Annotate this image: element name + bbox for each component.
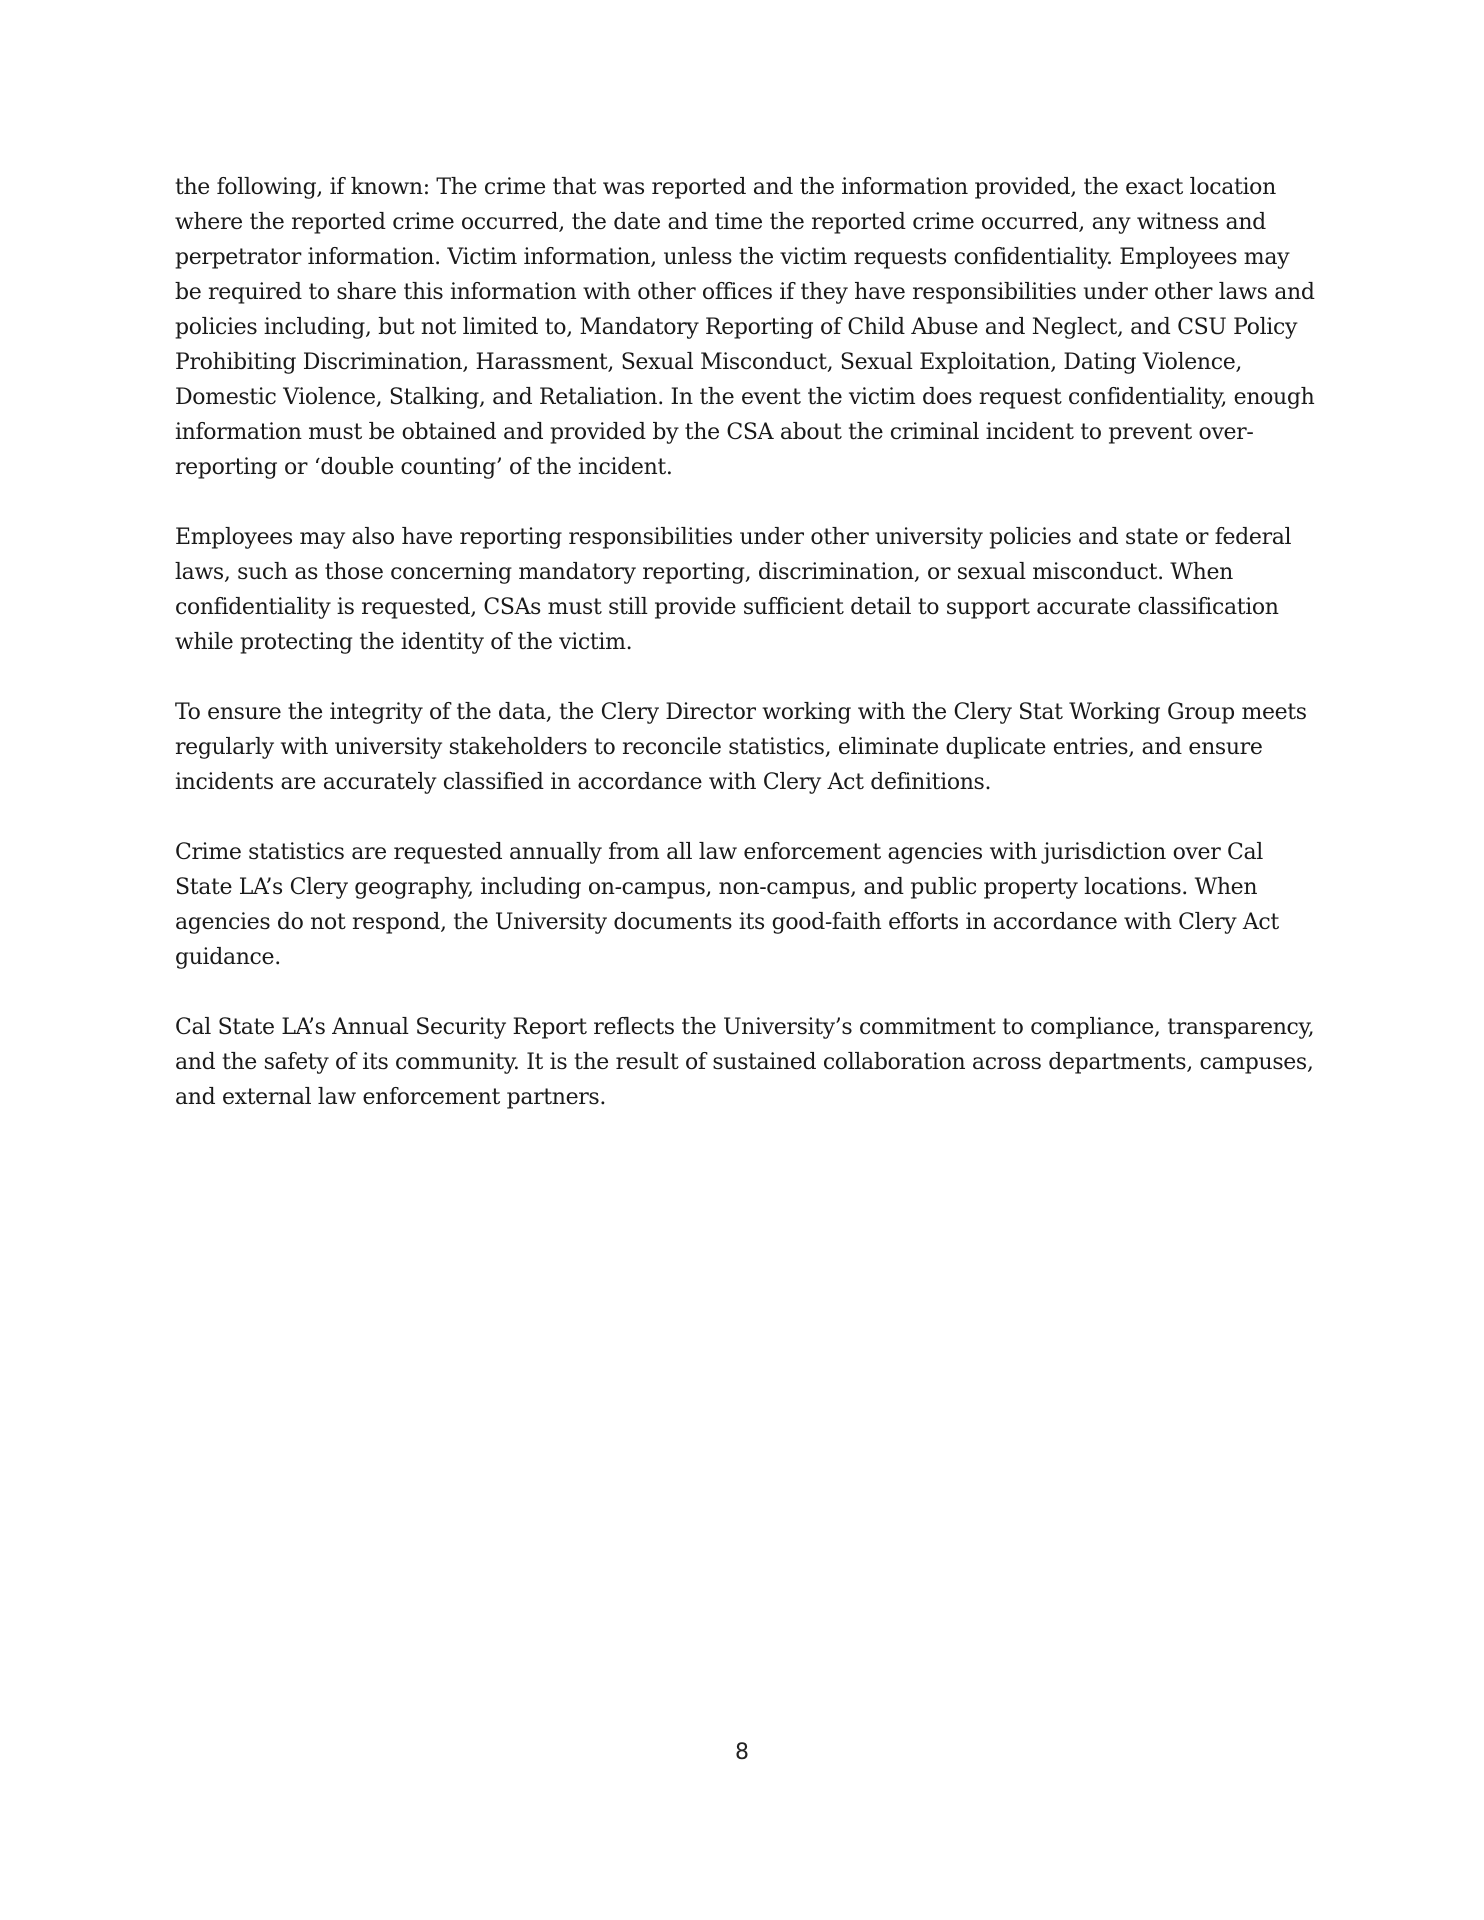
paragraph-other-responsibilities: Employees may also have reporting responsibilities under other university policies and state or federal laws, such as those concerning mandatory reporting, discrimination, or sexual misconduct. When confidentiality is requested, CSAs must still provide sufficient detail to support accurate classification while protecting the identity of the victim. <box>175 525 1292 655</box>
page-body <box>175 170 1315 1150</box>
paragraph-reporting-details: the following, if known: The crime that was reported and the information provided, the exact location where the reported crime occurred, the date and time the reported crime occurred, any witness and perpetrator information. Victim information, unless the victim requests confidentiality. Employees may be required to share this information with other offices if they have responsibilities under other laws and policies including, but not limited to, Mandatory Reporting of Child Abuse and Neglect, and CSU Policy Prohibiting Discrimination, Harassment, Sexual Misconduct, Sexual Exploitation, Dating Violence, Domestic Violence, Stalking, and Retaliation. In the event the victim does request confidentiality, enough information must be obtained and provided by the CSA about the criminal incident to prevent over-reporting or ‘double counting’ of the incident. <box>175 175 1315 480</box>
page-number: 8 <box>735 1740 749 1765</box>
paragraph-data-integrity: To ensure the integrity of the data, the Clery Director working with the Clery Stat Working Group meets regularly with university stakeholders to reconcile statistics, eliminate duplicate entries, and ensure incidents are accurately classified in accordance with Clery Act definitions. <box>175 700 1307 795</box>
paragraph-report-commitment: Cal State LA’s Annual Security Report reflects the University’s commitment to compliance, transparency, and the safety of its community. It is the result of sustained collaboration across departments, campuses, and external law enforcement partners. <box>175 1015 1315 1110</box>
paragraph-law-enforcement-statistics: Crime statistics are requested annually from all law enforcement agencies with jurisdiction over Cal State LA’s Clery geography, including on-campus, non-campus, and public property locations. When agencies do not respond, the University documents its good-faith efforts in accordance with Clery Act guidance. <box>175 840 1279 970</box>
